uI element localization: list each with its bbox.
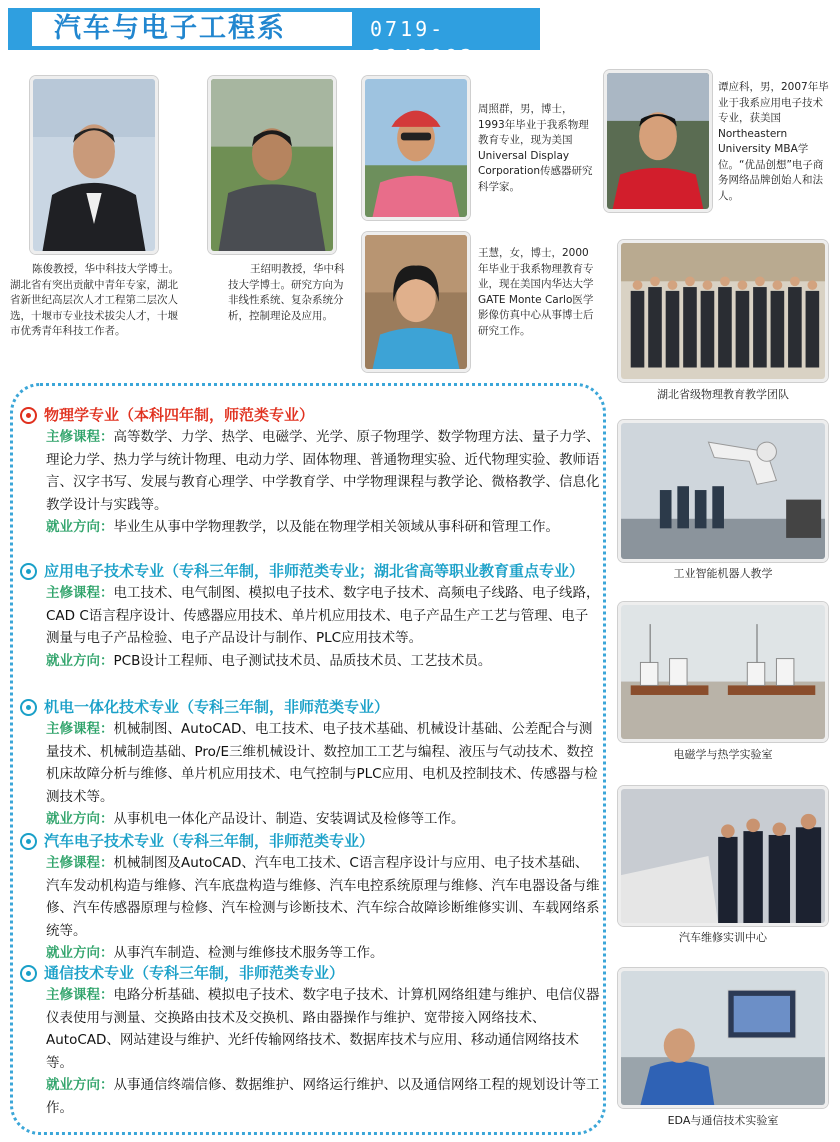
photo-eda-lab [618, 968, 828, 1108]
major-courses-mechatronics: 主修课程：机械制图、AutoCAD、电工技术、电子技术基础、机械设计基础、公差配合与测量技术、机械制造基础、Pro/E三维机械设计、数控加工工艺与编程、液压与气动技术、数控机床故障分析与维修、单片机应用技术、电气控制与PLC应用、电机及控制技术、传感器与检测技术等。 [46, 721, 598, 805]
major-career-auto-electronics: 就业方向：从事汽车制造、检测与维修技术服务等工作。 [46, 945, 384, 961]
photo-teaching-team [618, 240, 828, 382]
major-physics [20, 404, 600, 539]
header-banner [8, 8, 540, 69]
photo-robot-lab [618, 420, 828, 562]
major-career-physics: 就业方向：毕业生从事中学物理教学，以及能在物理学相关领域从事科研和管理工作。 [46, 519, 559, 535]
bullet-icon [20, 699, 37, 716]
major-title-physics: 物理学专业（本科四年制，师范类专业） [20, 404, 600, 426]
major-auto-electronics [20, 830, 600, 965]
caption-auto-center: 汽车维修实训中心 [679, 931, 767, 944]
caption-teaching-team: 湖北省级物理教育教学团队 [657, 388, 789, 401]
bullet-icon [20, 563, 37, 580]
photo-em-lab [618, 602, 828, 742]
bio-wang-shaoming: 王绍明教授，华中科技大学博士。研究方向为非线性系统、复杂系统分析，控制理论及应用。 [228, 263, 345, 322]
photo-tan-yingke [604, 70, 712, 212]
major-career-applied-electronics: 就业方向：PCB设计工程师、电子测试技术员、品质技术员、工艺技术员。 [46, 652, 492, 669]
bullet-icon [20, 965, 37, 982]
major-title-applied-electronics: 应用电子技术专业（专科三年制，非师范类专业；湖北省高等职业教育重点专业） [20, 560, 600, 582]
bio-wang-hui: 王慧，女，博士，2000年毕业于我系物理教育专业，现在美国内华达大学GATE Monte Carlo医学影像仿真中心从事博士后研究工作。 [478, 247, 594, 337]
bullet-icon [20, 833, 37, 850]
major-courses-physics: 主修课程：高等数学、力学、热学、电磁学、光学、原子物理学、数学物理方法、量子力学、理论力学、热力学与统计物理、电动力学、固体物理、普通物理实验、近代物理实验、教师语言、汉字书写、发展与教育心理学、中学教育学、中学物理课程与教学论、微格教学、信息化教学设计与实践等。 [46, 429, 600, 513]
page-title: 汽车与电子工程系 [32, 12, 352, 46]
bio-chen-jun: 陈俊教授，华中科技大学博士。湖北省有突出贡献中青年专家，湖北省新世纪高层次人才工程第二层次人选，十堰市专业技术拔尖人才，十堰市优秀青年科技工作者。 [10, 263, 179, 337]
photo-wang-shaoming [208, 76, 336, 254]
bio-zhou-zhaoqun: 周照群，男，博士，1993年毕业于我系物理教育专业，现为美国Universal Display Corporation传感器研究科学家。 [478, 103, 593, 193]
major-career-communications: 就业方向：从事通信终端信修、数据维护、网络运行维护、以及通信网络工程的规划设计等工作。 [46, 1077, 600, 1116]
bullet-icon [20, 407, 37, 424]
photo-wang-hui [362, 232, 470, 372]
major-mechatronics [20, 696, 600, 831]
major-communications [20, 962, 600, 1119]
major-title-auto-electronics: 汽车电子技术专业（专科三年制，非师范类专业） [20, 830, 600, 852]
caption-robot-lab: 工业智能机器人教学 [673, 567, 773, 580]
major-title-communications: 通信技术专业（专科三年制，非师范类专业） [20, 962, 600, 984]
photo-auto-center [618, 786, 828, 926]
major-career-mechatronics: 就业方向：从事机电一体化产品设计、制造、安装调试及检修等工作。 [46, 811, 465, 827]
caption-eda-lab: EDA与通信技术实验室 [667, 1114, 779, 1127]
bio-tan-yingke: 谭应科，男，2007年毕业于我系应用电子技术专业，获美国Northeastern University MBA学位。“优品创想”电子商务网络品牌创始人和法人。 [718, 81, 829, 202]
major-title-mechatronics: 机电一体化技术专业（专科三年制，非师范类专业） [20, 696, 600, 718]
major-courses-auto-electronics: 主修课程：机械制图及AutoCAD、汽车电工技术、C语言程序设计与应用、电子技术基础、汽车发动机构造与维修、汽车底盘构造与维修、汽车电控系统原理与维修、汽车电器设备与维修、汽车传感器原理与检修、汽车检测与诊断技术、汽车综合故障诊断维修实训、车载网络系统等。 [46, 855, 600, 939]
phone-number: 0719-8846092 [370, 17, 476, 69]
caption-em-lab: 电磁学与热学实验室 [673, 748, 773, 761]
major-applied-electronics [20, 560, 600, 672]
major-courses-communications: 主修课程：电路分析基础、模拟电子技术、数字电子技术、计算机网络组建与维护、电信仪器仪表使用与测量、交换路由技术及交换机、路由器操作与维护、宽带接入网络技术、AutoCAD、网站建设与维护、光纤传输网络技术、数据库技术与应用、移动通信网络技术等。 [46, 987, 600, 1071]
photo-chen-jun [30, 76, 158, 254]
photo-zhou-zhaoqun [362, 76, 470, 220]
major-courses-applied-electronics: 主修课程：电工技术、电气制图、模拟电子技术、数字电子技术、高频电子线路、电子线路，CAD C语言程序设计、传感器应用技术、单片机应用技术、电子产品生产工艺与管理、电子测量与电子产品检验、电子产品设计与制作、PLC应用技术等。 [46, 585, 600, 646]
